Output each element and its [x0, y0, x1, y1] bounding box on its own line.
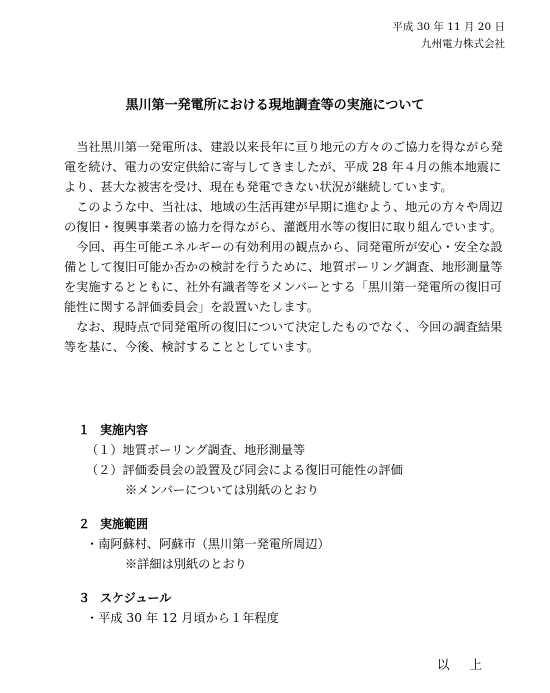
section-list: [78, 420, 403, 628]
section-item: ・平成 30 年 12 月頃から１年程度: [86, 611, 279, 625]
closing-mark: 以上: [437, 657, 503, 672]
document-title: 黒川第一発電所における現地調査等の実施について: [125, 98, 425, 113]
section-item: （１）地質ボーリング調査、地形測量等: [86, 443, 306, 457]
body-text: [64, 137, 512, 357]
section-number: ２: [78, 517, 91, 531]
section-number: ３: [78, 591, 91, 605]
section-item: ・南阿蘇村、阿蘇市（黒川第一発電所周辺）: [86, 537, 330, 551]
header-block: [392, 19, 505, 53]
section-number: １: [78, 423, 91, 437]
section-title: 実施範囲: [100, 517, 149, 531]
issue-date: 平成 30 年 11 月 20 日: [392, 21, 505, 33]
section-heading: [78, 420, 403, 440]
section-item: （２）評価委員会の設置及び同会による復旧可能性の評価: [86, 463, 403, 477]
company-name: 九州電力株式会社: [421, 38, 505, 50]
section-note: ※メンバーについては別紙のとおり: [125, 483, 319, 497]
section-heading: [78, 514, 403, 534]
paragraph: このような中、当社は、地域の生活再建が早期に進むよう、地元の方々や周辺の復旧・復興事業者の協力を得ながら、灌漑用水等の復旧に取り組んでいます。: [64, 200, 503, 234]
section-title: 実施内容: [100, 423, 149, 437]
paragraph: なお、現時点で同発電所の復旧について決定したものでなく、今回の調査結果等を基に、今後、検討することとしています。: [64, 320, 503, 354]
section-note: ※詳細は別紙のとおり: [125, 557, 247, 571]
section-title: スケジュール: [100, 591, 172, 605]
section-heading: [78, 588, 403, 608]
paragraph: 当社黒川第一発電所は、建設以来長年に亘り地元の方々のご協力を得ながら発電を続け、電力の安定供給に寄与してきましたが、平成 28 年４月の熊本地震により、甚大な被害を受け、現在も発電できない状況が継続しています。: [64, 140, 503, 194]
paragraph: 今回、再生可能エネルギーの有効利用の観点から、同発電所が安心・安全な設備として復旧可能か否かの検討を行うために、地質ボーリング調査、地形測量等を実施するとともに、社外有識者等をメンバーとする「黒川第一発電所の復旧可能性に関する評価委員会」を設置いたします。: [64, 240, 503, 314]
